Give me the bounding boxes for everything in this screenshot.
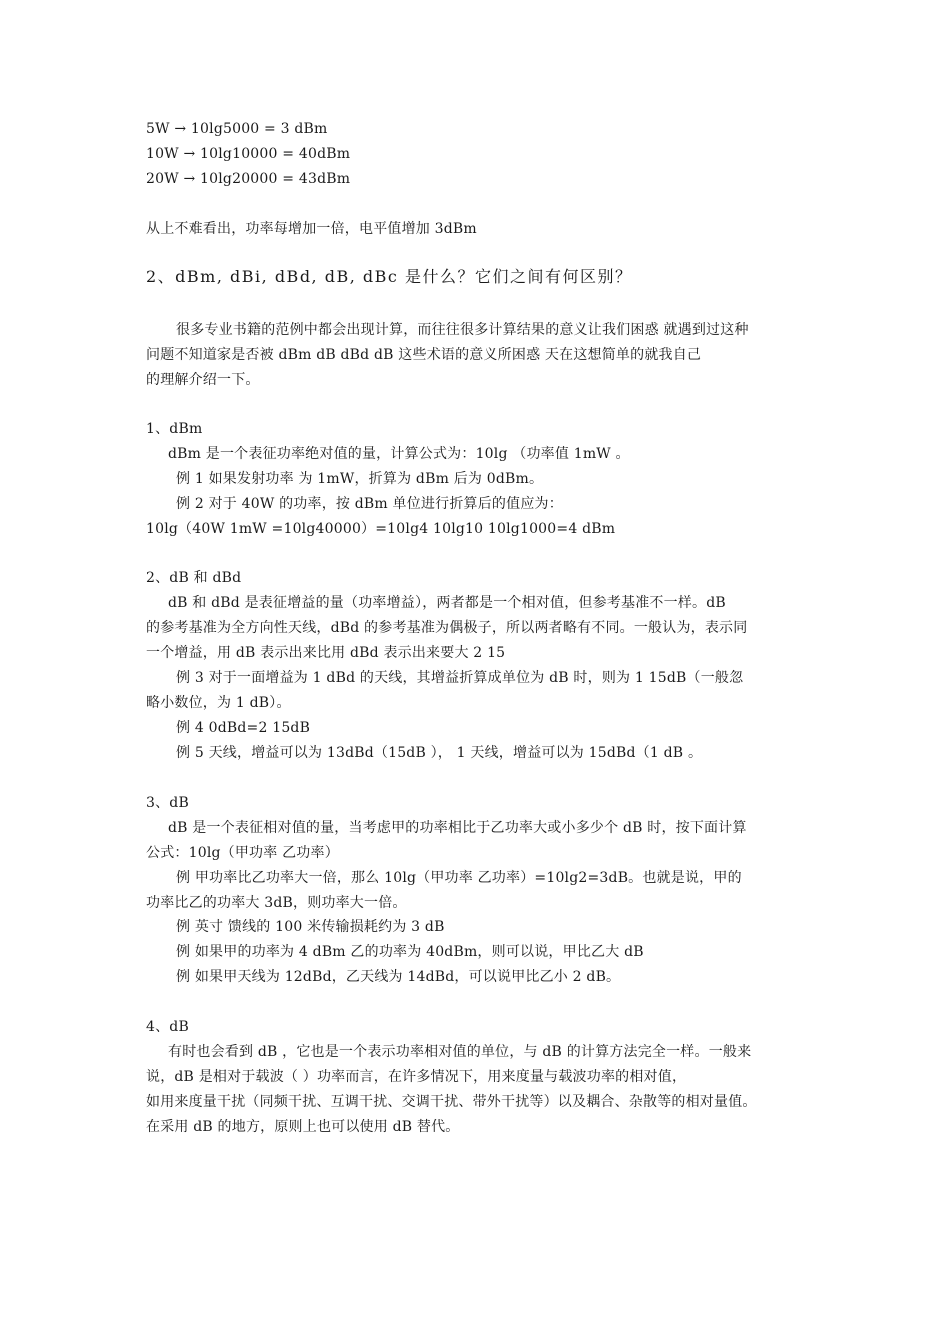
paragraph-line: dB 和 dBd 是表征增益的量（功率增益），两者都是一个相对值，但参考基准不一样。dB <box>168 595 726 611</box>
intro-line: 问题不知道家是否被 dBm dB dBd dB 这些术语的意义所困惑 天在这想简单的就我自己 <box>146 347 702 363</box>
paragraph-line: 有时也会看到 dB ，它也是一个表示功率相对值的单位，与 dB 的计算方法完全一样。一般来 <box>168 1044 752 1060</box>
intro-line: 的理解介绍一下。 <box>146 372 260 388</box>
paragraph-line: dBm 是一个表征功率绝对值的量，计算公式为：10lg （功率值 1mW 。 <box>168 446 630 462</box>
example-line: 例 4 0dBd=2 15dB <box>176 720 311 736</box>
paragraph-line: 说，dB 是相对于载波（ ）功率而言，在许多情况下，用来度量与载波功率的相对值， <box>146 1069 687 1085</box>
section2-heading: 2、dBm, dBi, dBd, dB, dBc 是什么？它们之间有何区别？ <box>146 268 633 286</box>
section-title-dbm: 1、dBm <box>146 421 203 437</box>
example-line: 例 1 如果发射功率 为 1mW，折算为 dBm 后为 0dBm。 <box>176 471 544 487</box>
power-line-20w: 20W → 10lg20000 = 43dBm <box>146 171 351 187</box>
example-line: 例 如果甲的功率为 4 dBm 乙的功率为 40dBm，则可以说，甲比乙大 dB <box>176 944 644 960</box>
example-line: 例 如果甲天线为 12dBd，乙天线为 14dBd，可以说甲比乙小 2 dB。 <box>176 969 621 985</box>
example-line: 功率比乙的功率大 3dB，则功率大一倍。 <box>146 895 407 911</box>
power-line-10w: 10W → 10lg10000 = 40dBm <box>146 146 351 162</box>
example-line: 例 5 天线，增益可以为 13dBd（15dB ）， 1 天线，增益可以为 15dBd（1 dB 。 <box>176 745 703 761</box>
example-line: 例 2 对于 40W 的功率，按 dBm 单位进行折算后的值应为： <box>176 496 563 512</box>
paragraph-line: dB 是一个表征相对值的量，当考虑甲的功率相比于乙功率大或小多少个 dB 时，按下面计算 <box>168 820 747 836</box>
paragraph-line: 在采用 dB 的地方，原则上也可以使用 dB 替代。 <box>146 1119 460 1135</box>
paragraph-line: 如用来度量干扰（同频干扰、互调干扰、交调干扰、带外干扰等）以及耦合、杂散等的相对量值。 <box>146 1094 757 1110</box>
section-title-dbc: 4、dB <box>146 1019 189 1035</box>
section-title-dbi-dbd: 2、dB 和 dBd <box>146 570 242 586</box>
paragraph-line: 公式：10lg（甲功率 乙功率） <box>146 845 339 861</box>
power-line-5w: 5W → 10lg5000 = 3 dBm <box>146 121 328 137</box>
formula-line: 10lg（40W 1mW =10lg40000）=10lg4 10lg10 10lg1000=4 dBm <box>146 521 616 537</box>
example-line: 略小数位，为 1 dB）。 <box>146 695 291 711</box>
intro-line: 很多专业书籍的范例中都会出现计算，而往往很多计算结果的意义让我们困惑 就遇到过这种 <box>176 322 749 338</box>
example-line: 例 英寸 馈线的 100 米传输损耗约为 3 dB <box>176 919 445 935</box>
summary-line: 从上不难看出，功率每增加一倍，电平值增加 3dBm <box>146 221 477 237</box>
example-line: 例 甲功率比乙功率大一倍，那么 10lg（甲功率 乙功率）=10lg2=3dB。也就是说，甲的 <box>176 870 742 886</box>
example-line: 例 3 对于一面增益为 1 dBd 的天线，其增益折算成单位为 dB 时，则为 1 15dB（一般忽 <box>176 670 744 686</box>
section-title-db: 3、dB <box>146 795 189 811</box>
paragraph-line: 一个增益，用 dB 表示出来比用 dBd 表示出来要大 2 15 <box>146 645 506 661</box>
paragraph-line: 的参考基准为全方向性天线，dBd 的参考基准为偶极子，所以两者略有不同。一般认为，表示同 <box>146 620 748 636</box>
